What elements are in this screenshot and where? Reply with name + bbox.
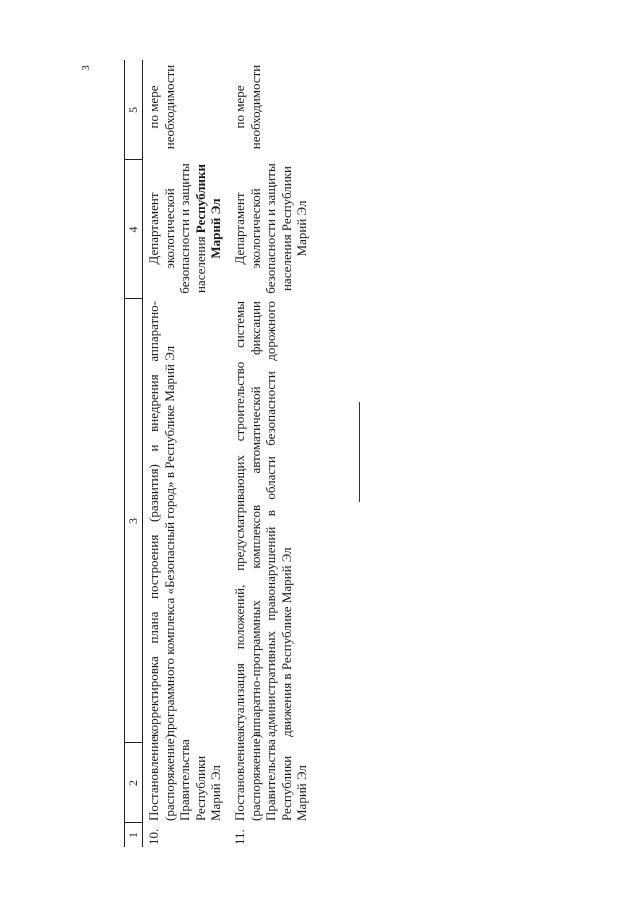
closing-line — [359, 402, 360, 502]
row-11-document: Постановление (распоряжение) Правительства Республики Марий Эл — [232, 734, 309, 821]
page-number: 3 — [79, 65, 92, 71]
row-11-number: 11. — [232, 829, 247, 845]
row-10-document: Постановление (распоряжение) Правительства Республики Марий Эл — [146, 734, 223, 821]
row-10-responsible — [146, 160, 224, 297]
row-10-responsible-main: Департамент экологической безопасности и защиты населения — [146, 163, 208, 294]
header-col-3: 3 — [126, 518, 140, 524]
table-top-border — [124, 60, 125, 847]
row-11-action: актуализация положений, предусматривающих строительство системы аппаратно-программных комплексов автоматической фиксации административных правонарушений в области безопасности дорожного движения в Республике Марий Эл — [232, 301, 294, 737]
row-10-responsible-bold: Республики Марий Эл — [192, 163, 223, 259]
header-col-5: 5 — [126, 107, 140, 113]
header-bottom-border — [142, 60, 143, 847]
row-11-term: по мере необходимости — [232, 64, 263, 150]
header-col-1: 1 — [126, 832, 140, 838]
row-10-number: 10. — [146, 828, 161, 845]
header-col-2: 2 — [126, 780, 140, 786]
row-10-action: корректировка плана построения (развития) и внедрения аппаратно-программного комплекса «Безопасный город» в Республике Марий Эл — [146, 301, 177, 737]
header-col-4: 4 — [126, 226, 140, 233]
row-11-responsible: Департамент экологической безопасности и защиты населения Республики Марий Эл — [232, 163, 309, 294]
row-10-term: по мере необходимости — [146, 64, 177, 150]
